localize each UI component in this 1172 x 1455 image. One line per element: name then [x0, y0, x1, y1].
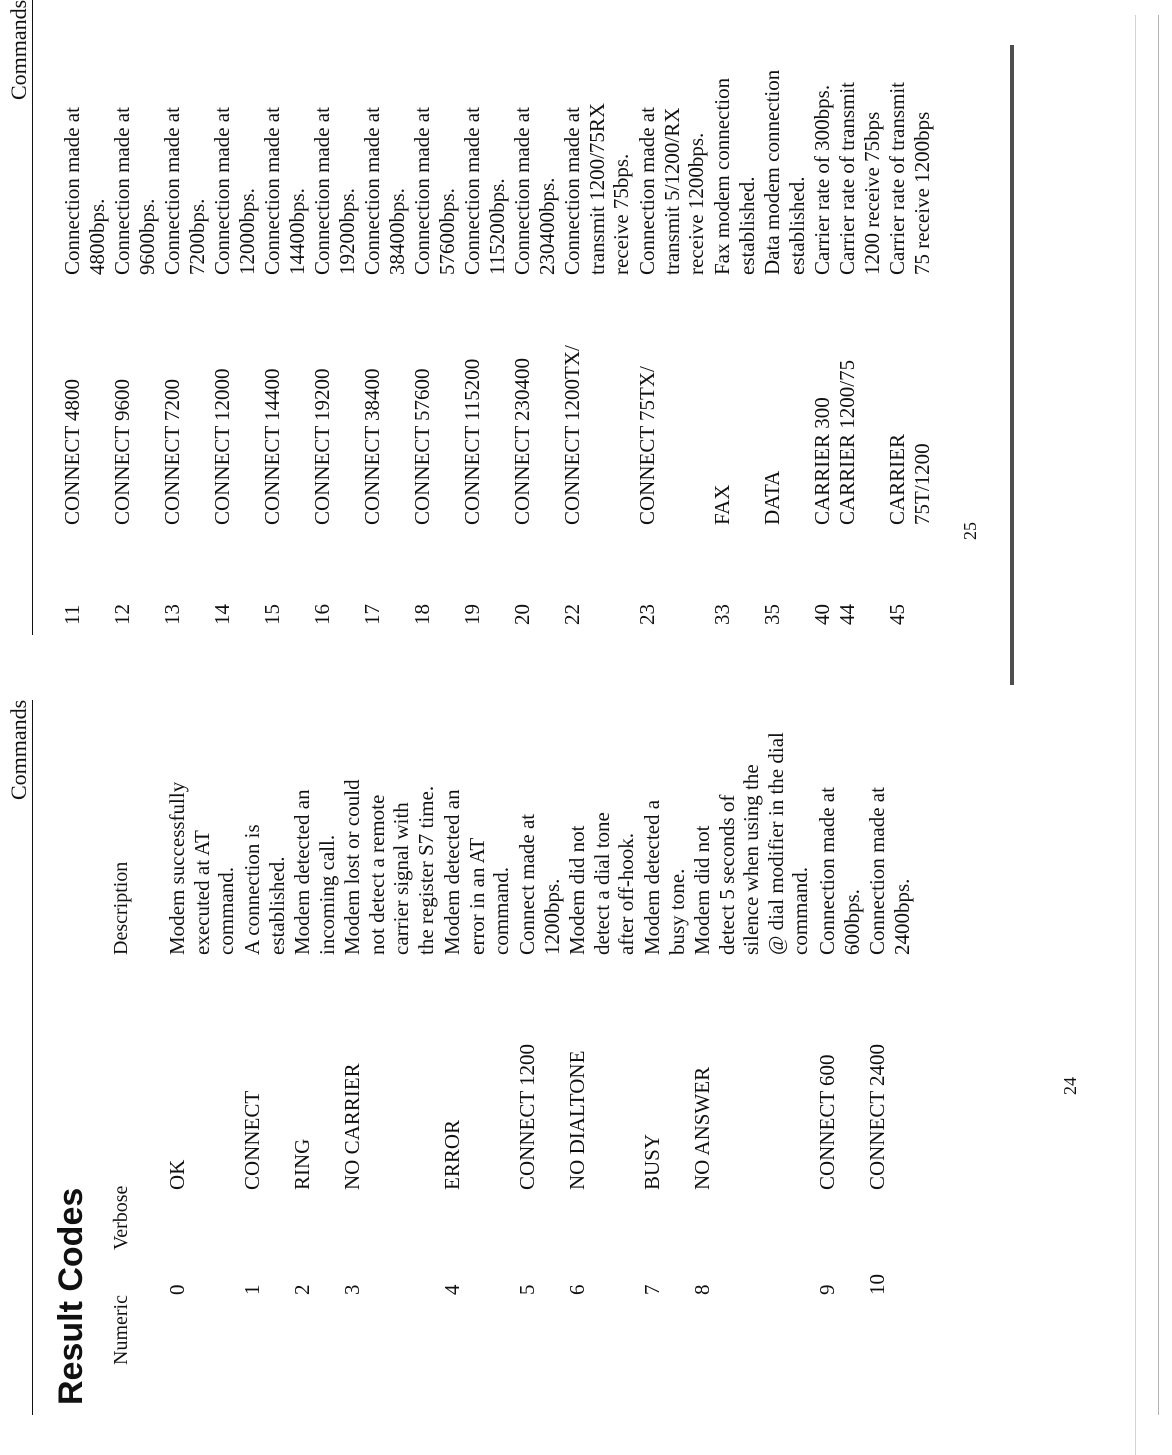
description: [810, 85, 835, 275]
numeric-code: 4: [440, 1284, 464, 1295]
description-line: the register S7 time.: [413, 785, 438, 955]
numeric-code: 0: [165, 1284, 189, 1295]
description-line: 7200bps.: [184, 198, 209, 275]
description: [885, 82, 934, 275]
description-line: 230400bps.: [534, 177, 559, 275]
page-number: 24: [1060, 1077, 1080, 1095]
numeric-code: 9: [815, 1284, 839, 1295]
numeric-code: 12: [110, 604, 134, 625]
numeric-code: 13: [160, 604, 184, 625]
description-line: Modem detected an: [440, 789, 464, 955]
right-page: [0, 0, 1172, 635]
description: [865, 787, 914, 955]
description-line: incoming call.: [314, 834, 339, 955]
description-line: 19200bps.: [334, 188, 359, 275]
numeric-code: 11: [60, 604, 84, 625]
numeric-code: 33: [710, 604, 734, 625]
description-line: Modem detected a: [640, 799, 664, 955]
verbose-line: CONNECT 1200TX/: [560, 345, 584, 525]
verbose-code: CONNECT 600: [815, 1054, 839, 1190]
description-line: transmit 5/1200/RX: [659, 107, 684, 275]
description-line: established.: [784, 176, 809, 275]
page-number: 25: [960, 522, 980, 540]
numeric-code: 16: [310, 604, 334, 625]
verbose-line: CONNECT 57600: [410, 368, 434, 525]
verbose-line: CARRIER 1200/75: [835, 359, 859, 525]
verbose-line: CARRIER: [885, 433, 909, 525]
description: [160, 107, 209, 275]
verbose-code: [160, 379, 185, 525]
verbose-line: CONNECT 75TX/: [635, 366, 659, 525]
binding-shadow: [1010, 45, 1014, 685]
description-line: Modem successfully: [165, 781, 189, 955]
description-line: Connection made at: [410, 107, 434, 275]
description-line: 14400bps.: [284, 188, 309, 275]
verbose-line: FAX: [710, 484, 734, 525]
verbose-code: [560, 345, 585, 525]
description-line: Modem detected an: [290, 789, 314, 955]
numeric-code: 2: [290, 1284, 314, 1295]
column-header-description: Description: [110, 861, 132, 955]
numeric-code: 3: [340, 1284, 364, 1295]
numeric-code: 45: [885, 604, 909, 625]
description: [210, 107, 259, 275]
description: [635, 107, 709, 275]
verbose-code: [110, 379, 135, 525]
description-line: Data modem connection: [760, 69, 784, 275]
description: [410, 107, 459, 275]
description-line: error in an AT: [464, 837, 489, 955]
numeric-code: 40: [810, 604, 834, 625]
description-line: Connection made at: [310, 107, 334, 275]
verbose-code: [460, 359, 485, 525]
description-line: Connection made at: [210, 107, 234, 275]
description-line: Connect made at: [515, 813, 539, 955]
verbose-code: NO ANSWER: [690, 1066, 714, 1190]
verbose-code: RING: [290, 1138, 314, 1190]
numeric-code: 20: [510, 604, 534, 625]
header-rule: [32, 700, 33, 1415]
description-line: Connection made at: [160, 107, 184, 275]
numeric-code: 8: [690, 1284, 714, 1295]
verbose-line: DATA: [760, 470, 784, 525]
verbose-code: [60, 379, 85, 525]
description-line: 1200bps.: [539, 878, 564, 955]
description-line: detect 5 seconds of: [714, 794, 739, 955]
description: [290, 789, 339, 955]
numeric-code: 14: [210, 604, 234, 625]
description: [460, 107, 509, 275]
description-line: Modem did not: [690, 825, 714, 955]
verbose-line: CONNECT 115200: [460, 358, 484, 525]
description-line: established.: [264, 856, 289, 955]
description: [515, 814, 564, 955]
description: [165, 782, 239, 955]
numeric-code: 7: [640, 1284, 664, 1295]
description-line: 2400bps.: [889, 878, 914, 955]
numeric-code: 23: [635, 604, 659, 625]
description: [835, 82, 884, 275]
description-line: Connection made at: [815, 787, 839, 955]
verbose-code: [810, 397, 835, 525]
verbose-code: [510, 358, 535, 525]
verbose-line: CONNECT 7200: [160, 378, 184, 525]
verbose-line: 75T/1200: [909, 443, 934, 525]
description-line: Carrier rate of transmit: [835, 82, 859, 275]
description-line: Fax modem connection: [710, 77, 734, 275]
verbose-code: [260, 368, 285, 525]
scan-edge-line: [1135, 15, 1136, 1455]
description-line: @ dial modifier in the dial: [763, 732, 788, 955]
description-line: 57600bps.: [434, 188, 459, 275]
description-line: Connection made at: [260, 107, 284, 275]
verbose-code: CONNECT: [240, 1090, 264, 1190]
verbose-code: [710, 485, 735, 525]
verbose-code: CONNECT 1200: [515, 1043, 539, 1190]
verbose-code: NO CARRIER: [340, 1063, 364, 1190]
description-line: Connection made at: [635, 107, 659, 275]
verbose-line: CONNECT 9600: [110, 378, 134, 525]
description-line: busy tone.: [664, 868, 689, 955]
numeric-code: 15: [260, 604, 284, 625]
description-line: 4800bps.: [84, 198, 109, 275]
description-line: silence when using the: [739, 764, 763, 955]
description: [310, 107, 359, 275]
description-line: detect a dial tone: [589, 812, 614, 955]
verbose-code: BUSY: [640, 1133, 664, 1190]
description-line: 1200 receive 75bps: [859, 111, 884, 275]
description: [110, 107, 159, 275]
verbose-line: CONNECT 12000: [210, 368, 234, 525]
description-line: transmit 1200/75RX: [584, 102, 609, 275]
description-line: Connection made at: [865, 787, 889, 955]
numeric-code: 35: [760, 604, 784, 625]
description-line: executed at AT: [189, 830, 214, 955]
numeric-code: 10: [865, 1274, 889, 1295]
page-title: Result Codes: [52, 1187, 90, 1405]
description-line: 12000bps.: [234, 188, 259, 275]
numeric-code: 18: [410, 604, 434, 625]
description: [640, 800, 689, 955]
verbose-line: CONNECT 19200: [310, 368, 334, 525]
description: [440, 789, 514, 955]
verbose-code: OK: [165, 1159, 189, 1190]
verbose-line: CONNECT 230400: [510, 357, 534, 525]
verbose-code: [760, 471, 785, 525]
left-page: [0, 695, 1172, 1455]
scan-edge-line: [1158, 15, 1159, 1415]
description-line: command.: [214, 866, 238, 955]
description: [260, 107, 309, 275]
verbose-code: [410, 368, 435, 525]
verbose-code: [210, 368, 235, 525]
header-rule: [32, 0, 33, 635]
verbose-line: CONNECT 38400: [360, 368, 384, 525]
description-line: Connection made at: [510, 107, 534, 275]
description: [815, 787, 864, 955]
description-line: 115200bps.: [484, 178, 509, 275]
description-line: Modem lost or could: [340, 779, 364, 955]
numeric-code: 6: [565, 1284, 589, 1295]
verbose-code: [635, 366, 660, 525]
description-line: Carrier rate of transmit: [885, 82, 909, 275]
numeric-code: 1: [240, 1284, 264, 1295]
description: [760, 70, 809, 275]
verbose-code: ERROR: [440, 1119, 464, 1190]
right-page-header: Commands: [6, 0, 31, 100]
description-line: 38400bps.: [384, 188, 409, 275]
verbose-code: NO DIALTONE: [565, 1050, 589, 1190]
description-line: Connection made at: [60, 107, 84, 275]
description: [560, 103, 634, 275]
left-page-header: Commands: [6, 699, 31, 800]
verbose-line: CONNECT 14400: [260, 368, 284, 525]
description-line: 600bps.: [839, 889, 864, 955]
description-line: carrier signal with: [389, 802, 413, 955]
description-line: after off-hook.: [614, 832, 638, 955]
verbose-code: [885, 434, 934, 525]
verbose-code: [835, 360, 860, 525]
description: [240, 824, 289, 955]
numeric-code: 44: [835, 604, 859, 625]
verbose-code: [310, 368, 335, 525]
description-line: not detect a remote: [364, 794, 389, 955]
description-line: receive 75bps.: [609, 153, 633, 275]
description-line: Connection made at: [110, 107, 134, 275]
column-header-numeric: Numeric: [110, 1295, 132, 1365]
description: [360, 107, 409, 275]
description-line: Connection made at: [360, 107, 384, 275]
description-line: Modem did not: [565, 825, 589, 955]
description-line: receive 1200bps.: [684, 132, 708, 275]
numeric-code: 19: [460, 604, 484, 625]
numeric-code: 17: [360, 604, 384, 625]
description-line: 75 receive 1200bps: [909, 111, 934, 275]
description: [340, 779, 438, 955]
verbose-line: CONNECT 4800: [60, 378, 84, 525]
verbose-code: CONNECT 2400: [865, 1043, 889, 1190]
column-header-verbose: Verbose: [110, 1185, 132, 1250]
description-line: command.: [788, 866, 812, 955]
description: [60, 107, 109, 275]
description: [710, 78, 759, 275]
description: [510, 107, 559, 275]
description-line: A connection is: [240, 824, 264, 955]
description-line: Connection made at: [460, 107, 484, 275]
description-line: established.: [734, 176, 759, 275]
description-line: command.: [489, 866, 513, 955]
description: [690, 732, 813, 955]
verbose-line: CARRIER 300: [810, 397, 834, 525]
description-line: Connection made at: [560, 107, 584, 275]
description-line: Carrier rate of 300bps.: [810, 84, 834, 275]
description-line: 9600bps.: [134, 198, 159, 275]
numeric-code: 5: [515, 1284, 539, 1295]
verbose-code: [360, 368, 385, 525]
description: [565, 812, 639, 955]
numeric-code: 22: [560, 604, 584, 625]
